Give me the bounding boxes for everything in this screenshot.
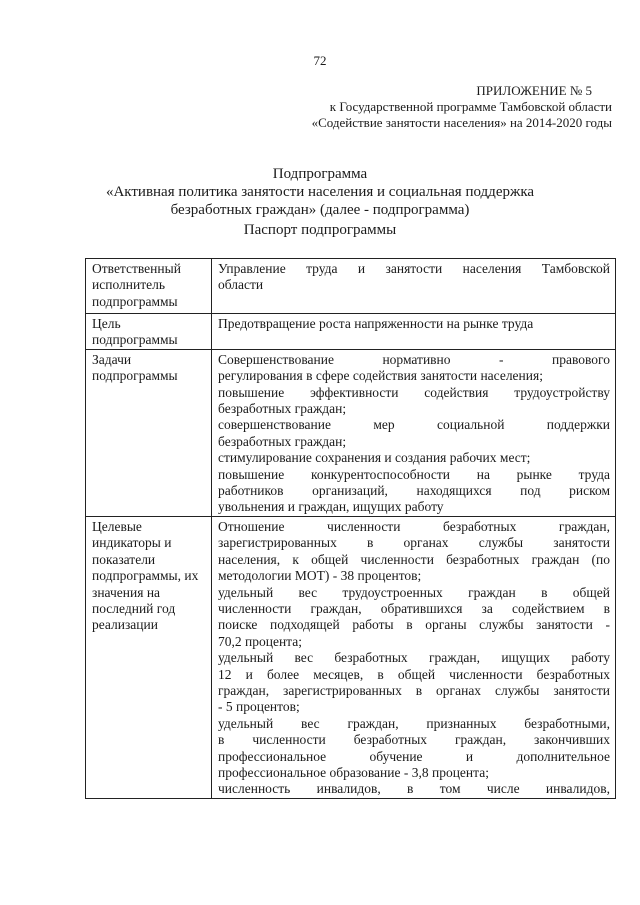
text-line: Отношение численности безработных граждан, <box>218 518 610 534</box>
subprogram-heading <box>0 165 640 219</box>
text-line: удельный вес безработных граждан, ищущих работу <box>218 650 610 666</box>
text-line: повышение эффективности содействия трудоустройству <box>218 384 610 400</box>
appendix-line: к Государственной программе Тамбовской области <box>329 99 612 114</box>
appendix-line: «Содействие занятости населения» на 2014-2020 годы <box>311 115 612 130</box>
row-label: Цель подпрограммы <box>86 314 212 350</box>
text-line: работников организаций, находящихся под риском <box>218 483 610 499</box>
appendix-header <box>312 83 612 131</box>
text-line: профессиональное образование - 3,8 процента; <box>218 764 489 780</box>
text-line: численность инвалидов, в том числе инвалидов, <box>218 781 610 797</box>
row-label: Ответственный исполнитель подпрограммы <box>86 259 212 314</box>
text-line: 70,2 процента; <box>218 633 302 649</box>
table-row <box>86 349 616 516</box>
text-line: удельный вес граждан, признанных безработными, <box>218 715 610 731</box>
page-number: 72 <box>313 53 327 68</box>
row-value <box>212 314 616 350</box>
table-row <box>86 259 616 314</box>
passport-table <box>85 258 616 799</box>
text-line: повышение конкурентоспособности на рынке труда <box>218 466 610 482</box>
text-line: - 5 процентов; <box>218 699 300 715</box>
text-line: методологии МОТ) - 38 процентов; <box>218 568 422 584</box>
row-value <box>212 259 616 314</box>
text-line: регулирования в сфере содействия занятости населения; <box>218 368 543 384</box>
row-label: Задачи подпрограммы <box>86 349 212 516</box>
text-line: области <box>218 277 264 293</box>
text-line: стимулирование сохранения и создания рабочих мест; <box>218 450 531 466</box>
subprogram-title: Подпрограмма <box>272 166 368 182</box>
text-line: Совершенствование нормативно - правового <box>218 351 610 367</box>
row-label: Целевые индикаторы и показатели подпрограммы, их значения на последний год реализации <box>86 516 212 798</box>
row-value <box>212 349 616 516</box>
appendix-title: ПРИЛОЖЕНИЕ № 5 <box>476 83 592 98</box>
text-line: безработных граждан; <box>218 433 347 449</box>
subprogram-name-line: «Активная политика занятости населения и социальная поддержка <box>105 184 535 200</box>
row-value <box>212 516 616 798</box>
table-row <box>86 516 616 798</box>
text-line: совершенствование мер социальной поддержки <box>218 417 610 433</box>
text-line: Управление труда и занятости населения Тамбовской <box>218 261 610 276</box>
text-line: профессиональное обучение и дополнительное <box>218 748 610 764</box>
text-line: Предотвращение роста напряженности на рынке труда <box>218 316 534 331</box>
text-line: безработных граждан; <box>218 401 347 417</box>
text-line: населения, к общей численности безработных граждан (по <box>218 551 610 567</box>
text-line: в численности безработных граждан, закончивших <box>218 732 610 748</box>
table-row <box>86 314 616 350</box>
text-line: 12 и более месяцев, в общей численности безработных <box>218 666 610 682</box>
text-line: зарегистрированных в органах службы занятости <box>218 535 610 551</box>
subprogram-name-line: безработных граждан» (далее - подпрограмма) <box>170 202 470 218</box>
text-line: поиске подходящей работы в органы службы занятости - <box>218 617 610 633</box>
text-line: удельный вес трудоустроенных граждан в общей <box>218 584 610 600</box>
text-line: численности граждан, обратившихся за содействием в <box>218 600 610 616</box>
passport-title: Паспорт подпрограммы <box>243 222 397 238</box>
text-line: граждан, зарегистрированных в органах службы занятости <box>218 682 610 698</box>
text-line: увольнения и граждан, ищущих работу <box>218 499 444 515</box>
